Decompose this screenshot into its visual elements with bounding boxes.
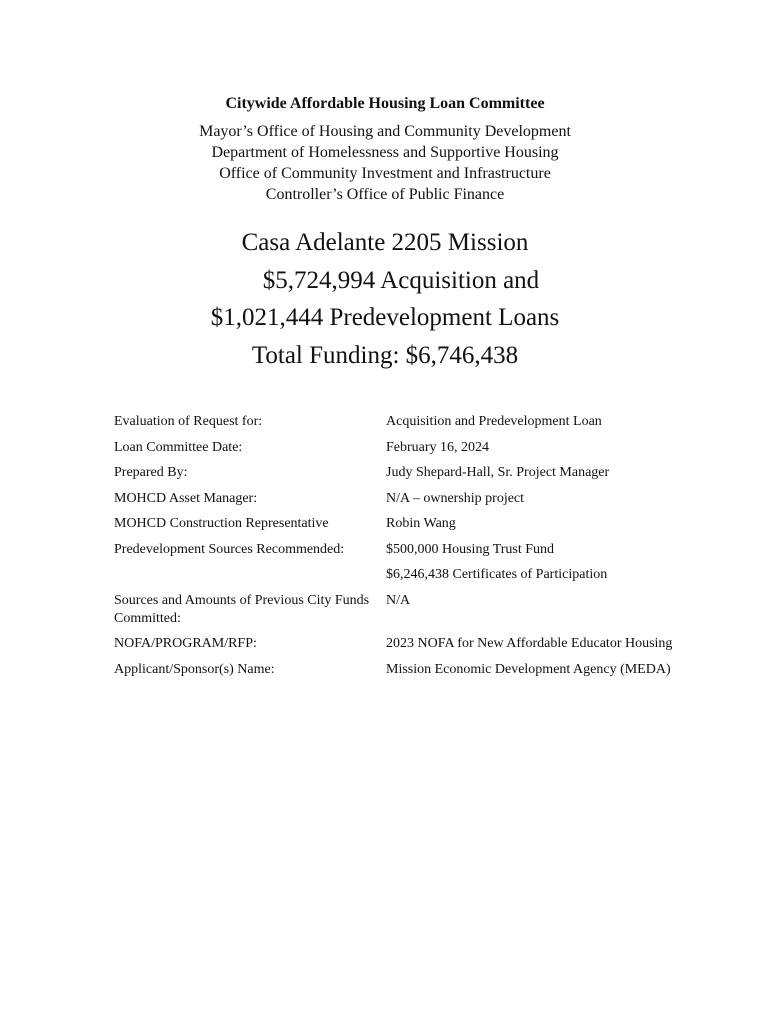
detail-value: $6,246,438 Certificates of Participation <box>386 567 608 582</box>
detail-label: Applicant/Sponsor(s) Name: <box>114 661 275 677</box>
detail-value: N/A <box>386 592 411 608</box>
detail-row-construction-rep <box>114 515 674 533</box>
detail-value: Acquisition and Predevelopment Loan <box>386 414 602 429</box>
office-line-ocii: Office of Community Investment and Infrastructure <box>219 165 551 182</box>
committee-name: Citywide Affordable Housing Loan Committee <box>225 95 545 112</box>
detail-value: 2023 NOFA for New Affordable Educator Housing <box>386 636 673 651</box>
office-line-mohcd: Mayor’s Office of Housing and Community Development <box>199 123 571 140</box>
detail-row-asset-manager <box>114 490 674 508</box>
detail-row-sources-recommended <box>114 541 674 559</box>
acquisition-loan-amount: $5,724,994 Acquisition and <box>262 266 540 294</box>
document-header <box>0 93 770 205</box>
detail-label <box>114 566 386 584</box>
detail-row-previous-funds <box>114 592 674 628</box>
detail-row-evaluation <box>114 413 674 431</box>
detail-label: Loan Committee Date: <box>114 439 243 455</box>
request-details-table <box>114 413 674 686</box>
office-line-hsh: Department of Homelessness and Supportive Housing <box>211 144 559 161</box>
detail-value: Judy Shepard-Hall, Sr. Project Manager <box>386 465 610 480</box>
detail-value: N/A – ownership project <box>386 490 525 506</box>
detail-value: February 16, 2024 <box>386 439 490 455</box>
document-title-block <box>0 224 770 374</box>
detail-row-committee-date <box>114 439 674 457</box>
office-line-controller: Controller’s Office of Public Finance <box>265 186 505 203</box>
detail-label: MOHCD Construction Representative <box>114 516 329 531</box>
detail-label: Sources and Amounts of Previous City Funds Committed: <box>114 592 370 626</box>
detail-row-sources-recommended-cont <box>114 566 674 584</box>
detail-label: MOHCD Asset Manager: <box>114 490 258 506</box>
detail-value: Robin Wang <box>386 516 456 531</box>
detail-row-nofa <box>114 635 674 653</box>
detail-value: $500,000 Housing Trust Fund <box>386 541 555 557</box>
detail-label: Prepared By: <box>114 465 188 480</box>
project-title: Casa Adelante 2205 Mission <box>241 229 529 256</box>
detail-row-prepared-by <box>114 464 674 482</box>
detail-label: NOFA/PROGRAM/RFP: <box>114 636 257 651</box>
detail-value: Mission Economic Development Agency (MEDA) <box>386 661 671 677</box>
detail-label: Predevelopment Sources Recommended: <box>114 541 345 557</box>
detail-label: Evaluation of Request for: <box>114 414 263 429</box>
total-funding: Total Funding: $6,746,438 <box>251 341 519 369</box>
predevelopment-loan-amount: $1,021,444 Predevelopment Loans <box>210 304 560 331</box>
detail-row-applicant <box>114 661 674 679</box>
